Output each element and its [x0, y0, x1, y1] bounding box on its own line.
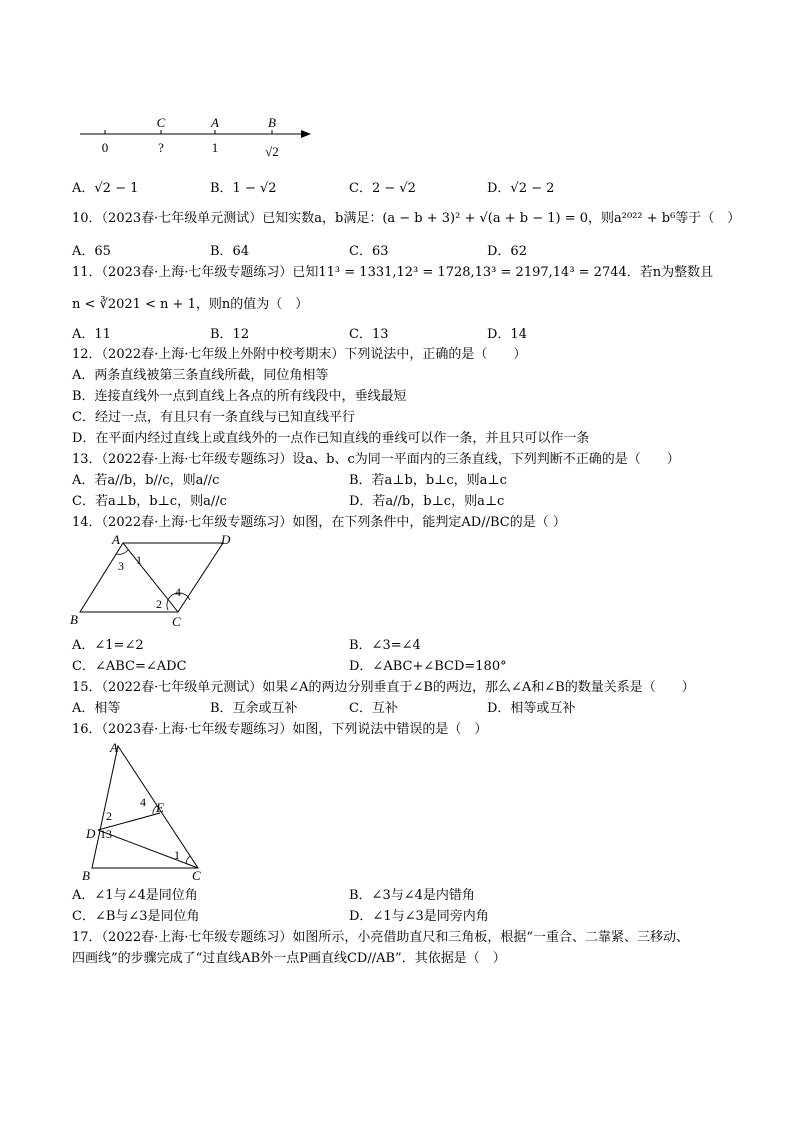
q15-option-d[interactable]: D．相等或互补: [487, 701, 576, 716]
q17-stem-line1: 17．（2022春·上海·七年级专题练习）如图所示，小亮借助直尺和三角板，根据“一重合、二靠紧、三移动、: [72, 930, 690, 945]
q17-stem-line2: 四画线”的步骤完成了“过直线AB外一点P画直线CD//AB”．其依据是（ ）: [72, 951, 506, 966]
q14-angle-4: 4: [175, 585, 181, 599]
q13-option-c[interactable]: C．若a⊥b，b⊥c，则a//c: [72, 494, 227, 509]
q14-label-c: C: [172, 614, 181, 629]
q14-option-a[interactable]: A．∠1=∠2: [72, 638, 144, 653]
tick-0: 0: [101, 140, 109, 155]
q10-option-d[interactable]: D．62: [487, 244, 527, 259]
q14-label-b: B: [70, 612, 78, 627]
q15-option-a[interactable]: A．相等: [72, 701, 121, 716]
q14-angle-2: 2: [156, 597, 162, 611]
label-c: C: [156, 115, 166, 130]
q14-stem: 14．（2022春·上海·七年级专题练习）如图，在下列条件中，能判定AD//BC的是（ ）: [72, 515, 566, 530]
q10-stem: 10．（2023春·七年级单元测试）已知实数a，b满足：(a − b + 3)² + √(a + b − 1) = 0，则a²⁰²² + b⁶等于（ ）: [72, 211, 741, 226]
q15-option-c[interactable]: C．互补: [349, 701, 398, 716]
q16-angle-4: 4: [140, 795, 146, 809]
q16-option-c[interactable]: C．∠B与∠3是同位角: [72, 909, 200, 924]
q11-option-d[interactable]: D．14: [487, 327, 527, 342]
label-b: B: [268, 115, 276, 130]
q10-option-c[interactable]: C．63: [349, 244, 389, 259]
q13-option-b[interactable]: B．若a⊥b，b⊥c，则a⊥c: [349, 473, 507, 488]
q9-option-a[interactable]: A．√2 − 1: [72, 181, 139, 196]
q16-label-c: C: [192, 868, 201, 880]
q16-label-e: E: [156, 800, 164, 815]
q16-option-d[interactable]: D．∠1与∠3是同旁内角: [349, 909, 489, 924]
q9-option-d[interactable]: D．√2 − 2: [487, 181, 555, 196]
q11-stem-line1: 11．（2023春·上海·七年级专题练习）已知11³ = 1331,12³ = 1728,13³ = 2197,14³ = 2744．若n为整数且: [72, 265, 714, 280]
q14-label-a: A: [112, 532, 120, 547]
q14-label-d: D: [221, 532, 231, 547]
q16-stem: 16．（2023春·上海·七年级专题练习）如图，下列说法中错误的是（ ）: [72, 722, 488, 737]
q15-stem: 15．（2022春·七年级单元测试）如果∠A的两边分别垂直于∠B的两边，那么∠A和∠B的数量关系是（ ）: [72, 680, 695, 695]
q9-option-b[interactable]: B．1 − √2: [210, 181, 277, 196]
q14-angle-1: 1: [136, 553, 142, 567]
q10-option-b[interactable]: B．64: [210, 244, 250, 259]
q16-triangle-figure: [78, 738, 218, 880]
q14-option-d[interactable]: D．∠ABC+∠BCD=180°: [349, 659, 507, 674]
q14-parallelogram-figure: [68, 532, 248, 632]
q12-stem: 12．（2022春·上海·七年级上外附中校考期末）下列说法中，正确的是（ ）: [72, 347, 527, 362]
q16-label-b: B: [82, 868, 90, 880]
number-line-figure: [75, 110, 325, 164]
q16-label-a: A: [110, 740, 118, 755]
q11-option-a[interactable]: A．11: [72, 327, 111, 342]
q10-option-a[interactable]: A．65: [72, 244, 111, 259]
q16-angle-1: 1: [174, 848, 180, 862]
tick-1: 1: [211, 140, 219, 155]
q11-option-c[interactable]: C．13: [349, 327, 389, 342]
tick-question: ?: [158, 140, 164, 155]
q11-option-b[interactable]: B．12: [210, 327, 250, 342]
q16-angle-13: 13: [100, 827, 112, 841]
q14-option-c[interactable]: C．∠ABC=∠ADC: [72, 659, 187, 674]
q16-option-a[interactable]: A．∠1与∠4是同位角: [72, 888, 198, 903]
q13-stem: 13．（2022春·上海·七年级专题练习）设a、b、c为同一平面内的三条直线，下列判断不正确的是（ ）: [72, 452, 680, 467]
q12-option-b[interactable]: B．连接直线外一点到直线上各点的所有线段中，垂线最短: [72, 389, 407, 404]
q12-option-d[interactable]: D．在平面内经过直线上或直线外的一点作已知直线的垂线可以作一条，并且只可以作一条: [72, 431, 590, 446]
q11-stem-line2: n < ∛2021 < n + 1，则n的值为（ ）: [72, 297, 309, 312]
q16-option-b[interactable]: B．∠3与∠4是内错角: [349, 888, 475, 903]
q12-option-a[interactable]: A．两条直线被第三条直线所截，同位角相等: [72, 368, 329, 383]
tick-sqrt2: √2: [265, 144, 279, 159]
label-a: A: [211, 115, 219, 130]
q13-option-a[interactable]: A．若a//b，b//c，则a//c: [72, 473, 220, 488]
q13-option-d[interactable]: D．若a//b，b⊥c，则a⊥c: [349, 494, 505, 509]
q16-angle-2: 2: [106, 809, 112, 823]
q16-label-d: D: [86, 826, 96, 841]
q15-option-b[interactable]: B．互余或互补: [210, 701, 298, 716]
q14-angle-3: 3: [118, 559, 124, 573]
q9-option-c[interactable]: C．2 − √2: [349, 181, 416, 196]
q12-option-c[interactable]: C．经过一点，有且只有一条直线与已知直线平行: [72, 410, 355, 425]
q14-option-b[interactable]: B．∠3=∠4: [349, 638, 421, 653]
